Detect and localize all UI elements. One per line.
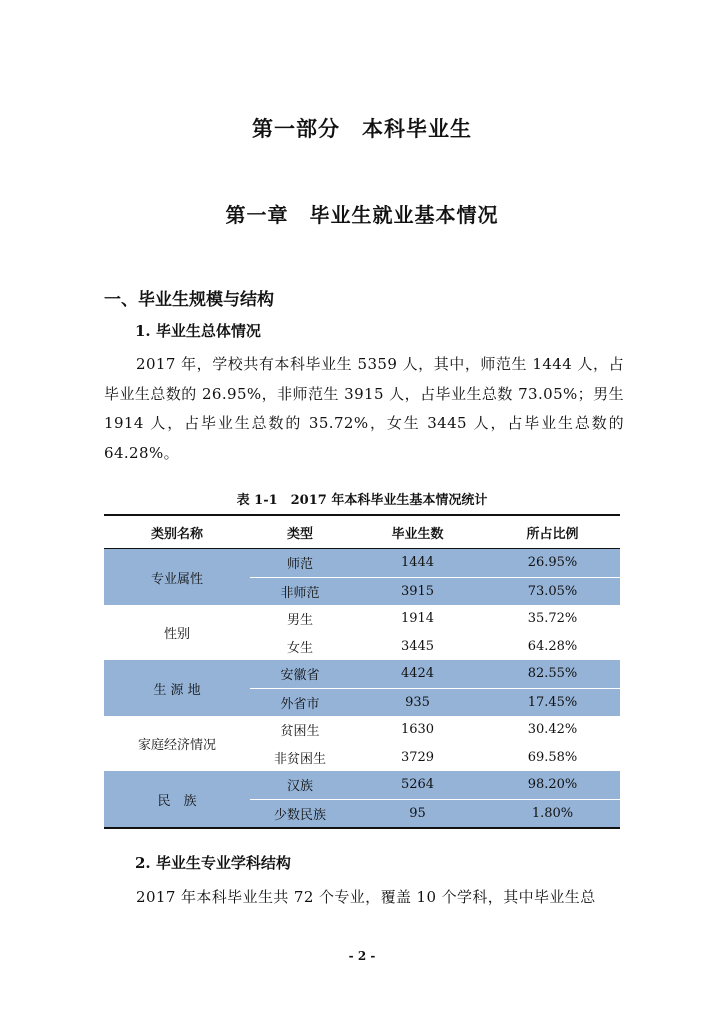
subsection-title-disciplines: 2. 毕业生专业学科结构 bbox=[135, 854, 291, 872]
table-row bbox=[104, 771, 620, 799]
table-row bbox=[104, 605, 620, 633]
type-cell: 非贫困生 bbox=[273, 751, 326, 767]
type-cell: 少数民族 bbox=[250, 799, 350, 828]
category-cell: 性别 bbox=[163, 627, 190, 642]
graduate-statistics-table bbox=[104, 514, 620, 829]
header-type: 类型 bbox=[250, 515, 350, 549]
type-cell: 女生 bbox=[286, 640, 313, 656]
type-cell: 汉族 bbox=[250, 771, 350, 799]
ratio-cell: 1.80% bbox=[485, 799, 620, 828]
count-cell: 1444 bbox=[350, 549, 485, 578]
ratio-cell: 64.28% bbox=[527, 638, 578, 654]
ratio-cell: 35.72% bbox=[527, 611, 578, 627]
header-category: 类别名称 bbox=[104, 515, 250, 549]
table-caption: 表 1-1 2017 年本科毕业生基本情况统计 bbox=[236, 493, 488, 508]
count-cell: 95 bbox=[350, 799, 485, 828]
paragraph-disciplines: 2017 年本科毕业生共 72 个专业，覆盖 10 个学科，其中毕业生总 bbox=[136, 888, 596, 906]
part-title: 第一部分 本科毕业生 bbox=[252, 117, 472, 141]
type-cell: 非师范 bbox=[250, 577, 350, 605]
count-cell: 1914 bbox=[400, 611, 435, 627]
category-cell: 专业属性 bbox=[104, 549, 250, 606]
header-count: 毕业生数 bbox=[350, 515, 485, 549]
page-number: - 2 - bbox=[348, 949, 376, 963]
count-cell: 3915 bbox=[350, 577, 485, 605]
paragraph-overview: 2017 年，学校共有本科毕业生 5359 人，其中，师范生 1444 人，占毕业生总数的 26.95%，非师范生 3915 人，占毕业生总数 73.05%；男生 1914 人，占毕业生总数的 35.72%，女生 3445 人，占毕业生总数的 64.28%。 bbox=[104, 355, 624, 462]
table-row bbox=[104, 660, 620, 688]
ratio-cell: 98.20% bbox=[485, 771, 620, 799]
subsection-title-overview: 1. 毕业生总体情况 bbox=[135, 322, 261, 340]
count-cell: 5264 bbox=[350, 771, 485, 799]
count-cell: 3729 bbox=[400, 749, 435, 765]
table-header-row bbox=[104, 515, 620, 549]
ratio-cell: 30.42% bbox=[527, 722, 578, 738]
count-cell: 3445 bbox=[400, 638, 435, 654]
ratio-cell: 69.58% bbox=[527, 749, 578, 765]
category-cell: 生 源 地 bbox=[104, 660, 250, 716]
ratio-cell: 73.05% bbox=[485, 577, 620, 605]
type-cell: 外省市 bbox=[250, 688, 350, 716]
table-row bbox=[104, 549, 620, 578]
type-cell: 安徽省 bbox=[250, 660, 350, 688]
count-cell: 935 bbox=[350, 688, 485, 716]
section-title: 一、毕业生规模与结构 bbox=[104, 290, 274, 310]
type-cell: 贫困生 bbox=[280, 724, 320, 740]
count-cell: 1630 bbox=[400, 722, 435, 738]
category-cell: 家庭经济情况 bbox=[137, 738, 216, 753]
ratio-cell: 26.95% bbox=[485, 549, 620, 578]
count-cell: 4424 bbox=[350, 660, 485, 688]
type-cell: 男生 bbox=[286, 613, 313, 629]
category-cell: 民 族 bbox=[104, 771, 250, 828]
ratio-cell: 17.45% bbox=[485, 688, 620, 716]
type-cell: 师范 bbox=[250, 549, 350, 578]
chapter-title: 第一章 毕业生就业基本情况 bbox=[225, 203, 499, 227]
ratio-cell: 82.55% bbox=[485, 660, 620, 688]
table-row bbox=[104, 716, 620, 744]
header-ratio: 所占比例 bbox=[485, 515, 620, 549]
